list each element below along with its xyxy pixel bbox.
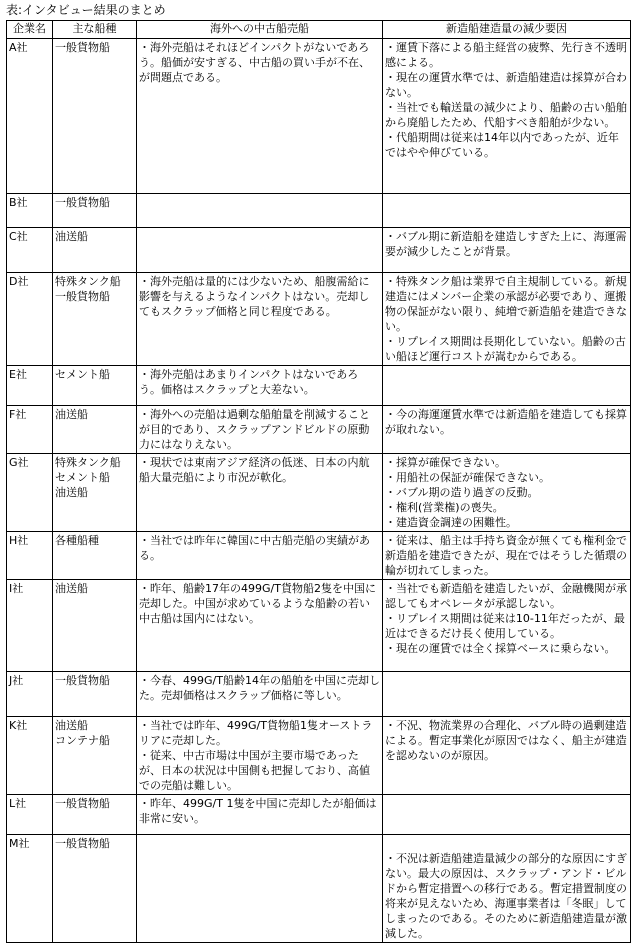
vessel-type-line: 一般貨物船 <box>55 196 110 209</box>
table-row <box>7 273 631 366</box>
company-name: E社 <box>7 366 53 406</box>
reason-item: ・リプレイス期間は長期化していない。船齢の古い船ほど運行コストが嵩むからである。 <box>385 335 626 363</box>
decline-reasons-cell <box>383 795 631 835</box>
vessel-type-line: 油送船 <box>55 486 88 499</box>
vessel-type-line: 特殊タンク船 <box>55 456 121 469</box>
reason-item: ・代船期間は従来は14年以内であったが、近年ではやや伸びている。 <box>385 131 619 159</box>
vessel-type-line: 一般貨物船 <box>55 674 110 687</box>
decline-reasons-cell <box>383 366 631 406</box>
reason-item: ・バブル期に新造船を建造しすぎた上に、海運需要が減少したことが背景。 <box>385 230 627 258</box>
header-decline-reasons: 新造船建造量の減少要因 <box>383 21 631 39</box>
header-row <box>7 21 631 39</box>
vessel-type <box>53 228 137 273</box>
table-caption: 表:インタビュー結果のまとめ <box>6 3 166 17</box>
reason-item: ・今の海運運賃水準では新造船を建造しても採算が取れない。 <box>385 408 627 436</box>
reason-item: ・用船社の保証が確保できない。 <box>385 471 550 484</box>
overseas-sale-text: ・昨年、船齢17年の499G/T貨物船2隻を中国に売却した。中国が求めているような船齢の若い中古船は国内にはない。 <box>139 582 376 625</box>
interview-summary-table <box>6 20 631 943</box>
overseas-sale-cell <box>137 194 383 228</box>
decline-reasons-cell <box>383 672 631 717</box>
table-row <box>7 580 631 672</box>
overseas-sale-text: ・海外への売船は過剰な船舶量を削減することが目的であり、スクラップアンドビルドの原動力にはなりえない。 <box>139 408 370 451</box>
table-row <box>7 39 631 194</box>
overseas-sale-cell <box>137 672 383 717</box>
table-row <box>7 454 631 532</box>
vessel-type <box>53 194 137 228</box>
overseas-sale-cell <box>137 717 383 795</box>
vessel-type <box>53 580 137 672</box>
reason-item: ・当社でも輸送量の減少により、船齢の古い船舶から廃船したため、代船すべき船舶が少ない。 <box>385 101 627 129</box>
vessel-type-line: 一般貨物船 <box>55 837 110 850</box>
overseas-sale-cell <box>137 228 383 273</box>
table-row <box>7 194 631 228</box>
overseas-sale-cell <box>137 532 383 580</box>
company-name: L社 <box>7 795 53 835</box>
vessel-type-line: 油送船 <box>55 719 88 732</box>
vessel-type <box>53 406 137 454</box>
vessel-type-line: 各種船種 <box>55 534 99 547</box>
vessel-type <box>53 835 137 943</box>
vessel-type-line: セメント船 <box>55 471 110 484</box>
overseas-sale-text: ・海外売船はあまりインパクトはないであろう。価格はスクラップと大差ない。 <box>139 368 359 396</box>
vessel-type-line: 一般貨物船 <box>55 797 110 810</box>
decline-reasons-cell <box>383 532 631 580</box>
header-company: 企業名 <box>7 21 53 39</box>
vessel-type-line: 油送船 <box>55 230 88 243</box>
reason-item: ・運賃下落による船主経営の疲弊、先行き不透明感による。 <box>385 41 627 69</box>
reason-item: ・特殊タンク船は業界で自主規制している。新規建造にはメンバー企業の承認が必要であり、運搬物の保証がない限り、純増で新造船を建造できない。 <box>385 275 627 333</box>
company-name: I社 <box>7 580 53 672</box>
reason-item: ・現在の運賃水準では、新造船建造は採算が合わない。 <box>385 71 627 99</box>
overseas-sale-cell <box>137 835 383 943</box>
reason-item: ・当社でも新造船を建造したいが、金融機関が承認してもオペレータが承認しない。 <box>385 582 627 610</box>
table-row <box>7 717 631 795</box>
vessel-type <box>53 454 137 532</box>
table-row <box>7 532 631 580</box>
company-name: C社 <box>7 228 53 273</box>
vessel-type <box>53 795 137 835</box>
company-name: B社 <box>7 194 53 228</box>
reason-item: ・不況、物流業界の合理化、バブル時の過剰建造による。暫定事業化が原因ではなく、船主が建造を認めないのが原因。 <box>385 719 627 762</box>
decline-reasons-cell <box>383 406 631 454</box>
overseas-sale-text: ・従来、中古市場は中国が主要市場であったが、日本の状況は中国側も把握しており、高値での売船は難しい。 <box>139 749 370 792</box>
decline-reasons-cell <box>383 717 631 795</box>
overseas-sale-cell <box>137 795 383 835</box>
overseas-sale-text: ・昨年、499G/T 1隻を中国に売却したが船価は非常に安い。 <box>139 797 377 825</box>
vessel-type-line: 油送船 <box>55 582 88 595</box>
reason-item: ・現在の運賃では全く採算ベースに乗らない。 <box>385 642 616 655</box>
company-name: M社 <box>7 835 53 943</box>
vessel-type-line: 特殊タンク船 <box>55 275 121 288</box>
decline-reasons-cell <box>383 273 631 366</box>
company-name: F社 <box>7 406 53 454</box>
table-row <box>7 835 631 943</box>
header-vessel-type: 主な船種 <box>53 21 137 39</box>
company-name: G社 <box>7 454 53 532</box>
vessel-type <box>53 672 137 717</box>
reason-item: ・採算が確保できない。 <box>385 456 506 469</box>
overseas-sale-text: ・当社では昨年に韓国に中古船売船の実績がある。 <box>139 534 370 562</box>
vessel-type-line: コンテナ船 <box>55 734 110 747</box>
vessel-type <box>53 532 137 580</box>
reason-item: ・権利(営業権)の喪失。 <box>385 501 504 514</box>
overseas-sale-cell <box>137 406 383 454</box>
company-name: J社 <box>7 672 53 717</box>
company-name: H社 <box>7 532 53 580</box>
reason-item: ・バブル期の造り過ぎの反動。 <box>385 486 539 499</box>
overseas-sale-cell <box>137 580 383 672</box>
table-row <box>7 228 631 273</box>
table-row <box>7 672 631 717</box>
decline-reasons-cell <box>383 39 631 194</box>
reason-item: ・建造資金調達の困難性。 <box>385 516 517 529</box>
decline-reasons-cell <box>383 454 631 532</box>
reason-item: ・従来は、船主は手持ち資金が無くても権利金で新造船を建造できたが、現在ではそうした循環の輪が切れてしまった。 <box>385 534 627 577</box>
company-name: K社 <box>7 717 53 795</box>
table-row <box>7 795 631 835</box>
vessel-type-line: 油送船 <box>55 408 88 421</box>
vessel-type-line: セメント船 <box>55 368 110 381</box>
overseas-sale-cell <box>137 39 383 194</box>
company-name: D社 <box>7 273 53 366</box>
overseas-sale-text: ・当社では昨年、499G/T貨物船1隻オーストラリアに売却した。 <box>139 719 373 747</box>
table-row <box>7 366 631 406</box>
vessel-type <box>53 273 137 366</box>
reason-item: ・不況は新造船建造量減少の部分的な原因にすぎない。最大の原因は、スクラップ・アンド・ビルドから暫定措置への移行である。暫定措置制度の将来が見えないため、海運事業者は「冬眠」してしまったのである。そのために新造船建造量が激減した。 <box>385 852 627 940</box>
overseas-sale-text: ・現状では東南アジア経済の低迷、日本の内航船大量売船により市況が軟化。 <box>139 456 370 484</box>
decline-reasons-cell <box>383 228 631 273</box>
reason-item: ・リプレイス期間は従来は10-11年だったが、最近はできるだけ長く使用している。 <box>385 612 625 640</box>
overseas-sale-text: ・今春、499G/T船齢14年の船舶を中国に売却した。売却価格はスクラップ価格に等しい。 <box>139 674 380 702</box>
vessel-type <box>53 39 137 194</box>
vessel-type-line: 一般貨物船 <box>55 290 110 303</box>
vessel-type-line: 一般貨物船 <box>55 41 110 54</box>
table-row <box>7 406 631 454</box>
vessel-type <box>53 717 137 795</box>
overseas-sale-cell <box>137 273 383 366</box>
decline-reasons-cell <box>383 835 631 943</box>
overseas-sale-cell <box>137 366 383 406</box>
overseas-sale-text: ・海外売船は量的には少ないため、船腹需給に影響を与えるようなインパクトはない。売却してもスクラップ価格と同じ程度である。 <box>139 275 370 318</box>
vessel-type <box>53 366 137 406</box>
company-name: A社 <box>7 39 53 194</box>
header-overseas-sale: 海外への中古船売船 <box>137 21 383 39</box>
overseas-sale-text: ・海外売船はそれほどインパクトがないであろう。船価が安すぎる、中古船の買い手が不在、が問題点である。 <box>139 41 370 84</box>
overseas-sale-cell <box>137 454 383 532</box>
decline-reasons-cell <box>383 194 631 228</box>
decline-reasons-cell <box>383 580 631 672</box>
